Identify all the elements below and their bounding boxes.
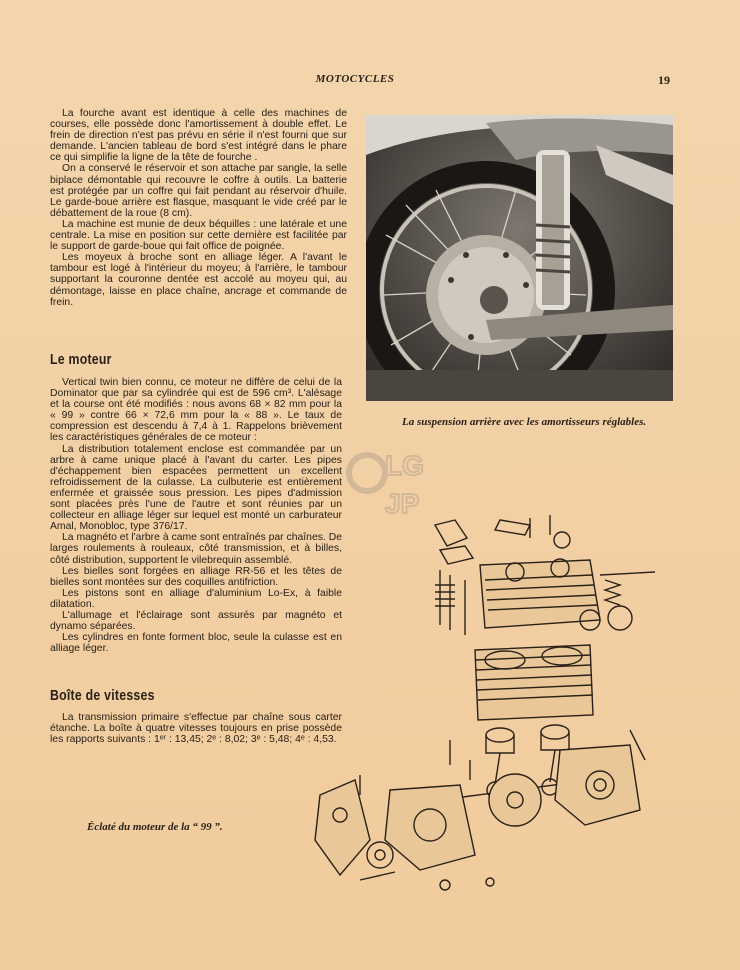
paragraph: La distribution totalement enclose est commandée par un arbre à came unique placé à l'avant du carter. Les pipes d'échappement bien espacées permettent un excellent refroidissement de la culasse. La culbuterie est entièrement enfermée et graissée sous pression. Les pipes d'admission sont placées près l'une de l'autre et sont réunies par un collecteur en alliage léger sur lequel est monté un carburateur Amal, Monobloc, type 376/17. (50, 443, 342, 533)
paragraph: La transmission primaire s'effectue par chaîne sous carter étanche. La boîte à quatre vitesses toujours en prise possède les rapports suivants : 1ᵉʳ : 13,45; 2ᵉ : 8,02; 3ᵉ : 5,48; 4ᵉ : 4,53. (50, 712, 342, 746)
paragraph: Les bielles sont forgées en alliage RR-56 et les têtes de bielles sont montées sur des coquilles antifriction. (50, 565, 342, 588)
running-title: MOTOCYCLES (315, 73, 395, 85)
svg-text:JP: JP (385, 488, 420, 519)
section-heading-moteur: Le moteur (50, 351, 112, 368)
rear-suspension-photo (366, 115, 673, 401)
paragraph: La fourche avant est identique à celle des machines de courses, elle possède donc l'amortissement à double effet. Le frein de direction n'est pas prévu en série il n'est fourni que sur demande. L'ancien tableau de bord s'est intégré dans le phare ce qui simplifie la ligne de la tête de fourche . (50, 108, 347, 164)
paragraph: Les pistons sont en alliage d'aluminium Lo-Ex, à faible dilatation. (50, 587, 342, 610)
engine-exploded-view-illustration (300, 510, 665, 895)
boite-text-block (50, 712, 342, 745)
drawing-caption: Éclaté du moteur de la “ 99 ”. (87, 821, 223, 833)
paragraph: On a conservé le réservoir et son attache par sangle, la selle biplace démontable qui recouvre le coffre à outils. La batterie est protégée par un coffre qui fait pendant au réservoir d'huile. Le garde-boue arrière est flasque, masquant le vide créé par le débattement de la roue (8 cm). (50, 163, 347, 219)
paragraph: Vertical twin bien connu, ce moteur ne diffère de celui de la Dominator que par sa cylindrée qui est de 596 cm³. L'alésage et la course ont été modifiés : nous avons 68 × 82 mm pour la « 99 » contre 66 × 72,6 mm pour la « 88 ». Le taux de compression est descendu à 7,4 à 1. Rappelons brièvement les caractéristiques générales de ce moteur : (50, 377, 342, 444)
photo-caption: La suspension arrière avec les amortisseurs réglables. (402, 416, 647, 428)
paragraph: Les cylindres en fonte forment bloc, seule la culasse est en alliage léger. (50, 632, 342, 655)
moteur-text-block (50, 377, 342, 654)
paragraph: La magnéto et l'arbre à came sont entraînés par chaînes. De larges roulements à rouleaux, côté transmission, et à billes, côté distribution, supportent le vilebrequin assemblé. (50, 532, 342, 566)
paragraph: L'allumage et l'éclairage sont assurés par magnéto et dynamo séparées. (50, 609, 342, 633)
page-number: 19 (658, 73, 670, 87)
svg-text:LG: LG (385, 450, 424, 481)
intro-text-block (50, 108, 347, 308)
paragraph: Les moyeux à broche sont en alliage léger. A l'avant le tambour est logé à l'intérieur du moyeu; à l'arrière, le tambour supportant la couronne dentée est accolé au moyeu qui, au démontage, laisse en place chaîne, ancrage et commande de frein. (50, 252, 347, 308)
running-header (0, 73, 740, 91)
rear-wheel-photo-illustration (366, 115, 673, 401)
section-heading-boite: Boîte de vitesses (50, 687, 155, 704)
exploded-engine-drawing (300, 510, 665, 895)
paragraph: La machine est munie de deux béquilles : une latérale et une centrale. La mise en position sur cette dernière est facilitée par le support de garde-boue qui fait office de poignée. (50, 218, 347, 253)
